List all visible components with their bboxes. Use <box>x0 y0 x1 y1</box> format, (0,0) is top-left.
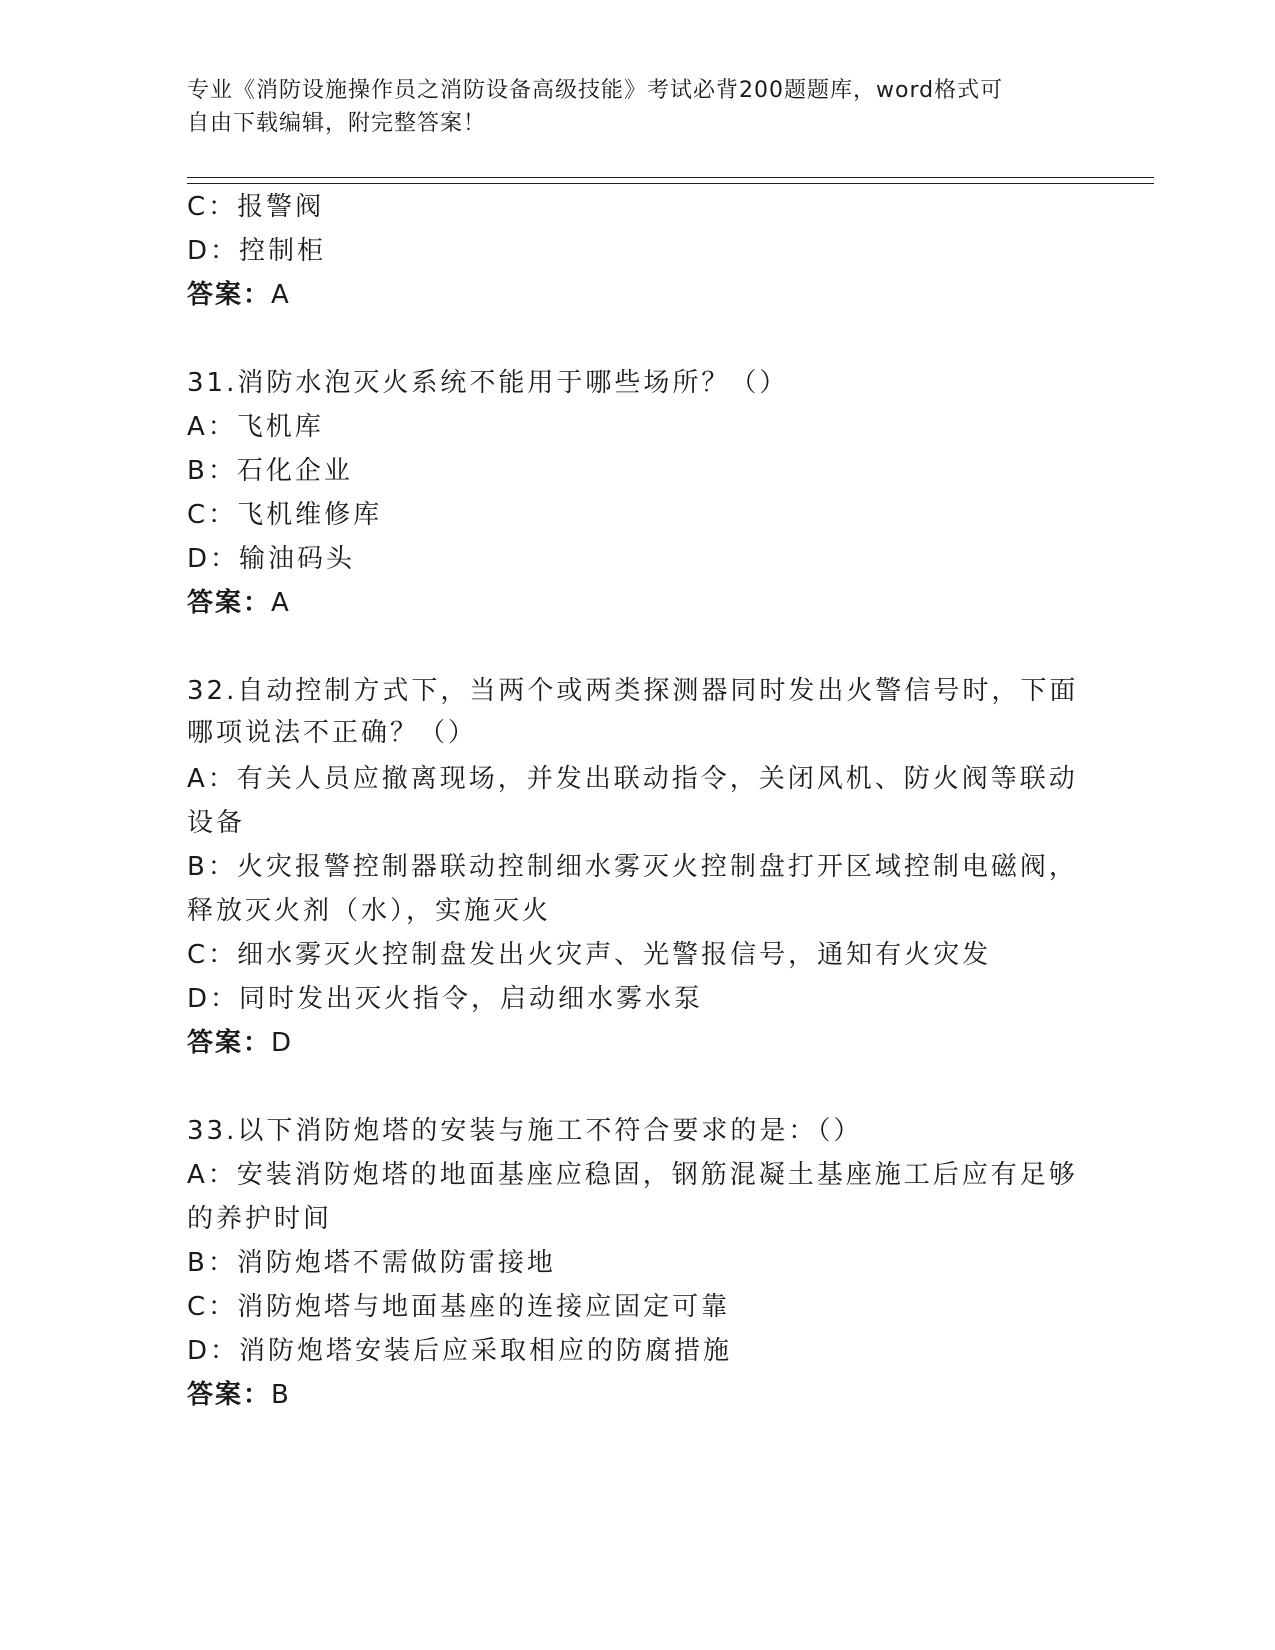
question-stem: 31.消防水泡灭火系统不能用于哪些场所？（） <box>187 368 789 398</box>
option-line: C：报警阀 <box>187 192 325 222</box>
question-stem-continued: 哪项说法不正确？（） <box>187 718 478 748</box>
answer-value: A <box>271 588 291 618</box>
option-line: A：有关人员应撤离现场，并发出联动指令，关闭风机、防火阀等联动 <box>187 764 1078 794</box>
answer-value: A <box>271 280 291 310</box>
answer-label: 答案： <box>187 588 272 618</box>
option-line: C：细水雾灭火控制盘发出火灾声、光警报信号，通知有火灾发 <box>187 940 992 970</box>
option-line: C：飞机维修库 <box>187 500 383 530</box>
option-line: A：安装消防炮塔的地面基座应稳固，钢筋混凝土基座施工后应有足够 <box>187 1160 1078 1190</box>
option-line: B：石化企业 <box>187 456 353 486</box>
answer-label: 答案： <box>187 1380 272 1410</box>
question-stem: 32.自动控制方式下，当两个或两类探测器同时发出火警信号时，下面 <box>187 676 1079 706</box>
option-line: A：飞机库 <box>187 412 324 442</box>
header-line-2: 自由下载编辑，附完整答案！ <box>187 111 487 136</box>
answer-value: D <box>271 1028 294 1058</box>
answer-label: 答案： <box>187 1028 272 1058</box>
option-line: B：消防炮塔不需做防雷接地 <box>187 1248 556 1278</box>
option-line: D：同时发出灭火指令，启动细水雾水泵 <box>187 984 704 1014</box>
header-line-1: 专业《消防设施操作员之消防设备高级技能》考试必背200题题库，word格式可 <box>187 78 1004 103</box>
option-line-continued: 设备 <box>187 808 246 838</box>
option-line: D：输油码头 <box>187 544 356 574</box>
answer-label: 答案： <box>187 280 272 310</box>
answer-line <box>187 1378 1087 1412</box>
header-rule-top <box>187 177 1154 178</box>
header-rule-bottom <box>187 183 1154 184</box>
question-stem: 33.以下消防炮塔的安装与施工不符合要求的是：（） <box>187 1116 863 1146</box>
option-line: C：消防炮塔与地面基座的连接应固定可靠 <box>187 1292 731 1322</box>
option-line-continued: 释放灭火剂（水），实施灭火 <box>187 896 552 926</box>
answer-line <box>187 586 1087 620</box>
option-line: B：火灾报警控制器联动控制细水雾灭火控制盘打开区域控制电磁阀， <box>187 852 1078 882</box>
answer-line <box>187 278 1087 312</box>
answer-line <box>187 1026 1087 1060</box>
option-line: D：消防炮塔安装后应采取相应的防腐措施 <box>187 1336 733 1366</box>
option-line: D：控制柜 <box>187 236 327 266</box>
answer-value: B <box>271 1380 291 1410</box>
document-header <box>187 74 1067 140</box>
option-line-continued: 的养护时间 <box>187 1204 333 1234</box>
